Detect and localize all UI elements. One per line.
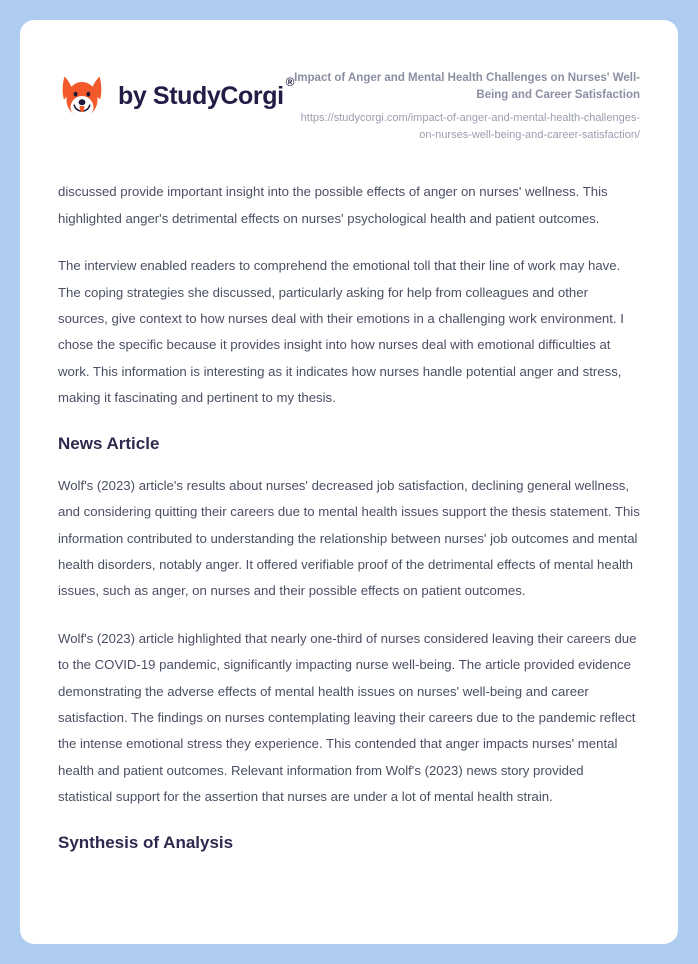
document-header [20, 20, 678, 143]
document-title: Impact of Anger and Mental Health Challenges on Nurses' Well-Being and Career Satisfaction [294, 72, 640, 101]
header-document-meta [292, 68, 640, 143]
brand-wordmark [118, 75, 295, 110]
document-url[interactable]: https://studycorgi.com/impact-of-anger-and-mental-health-challenges-on-nurses-well-being-and-career-satisfaction/ [300, 112, 640, 141]
document-body [20, 143, 678, 853]
body-paragraph: The interview enabled readers to comprehend the emotional toll that their line of work may have. The coping strategies she discussed, particularly asking for help from colleagues and other sources, give context to how nurses deal with their emotions in a challenging work environment. I chose the specific because it provides insight into how nurses deal with emotional difficulties at work. This information is interesting as it indicates how nurses handle potential anger and stress, making it fascinating and pertinent to my thesis. [58, 258, 624, 406]
registered-trademark-icon: ® [285, 75, 295, 90]
section-heading: Synthesis of Analysis [58, 832, 234, 852]
document-paper [20, 20, 678, 944]
body-paragraph: Wolf's (2023) article highlighted that nearly one-third of nurses considered leaving their careers due to the COVID-19 pandemic, significantly impacting nurse well-being. The article provided evidence demonstrating the adverse effects of mental health issues on nurses' well-being and career satisfaction. The findings on nurses contemplating leaving their careers due to the pandemic reflect the intense emotional stress they experience. This contended that anger impacts nurses' mental health and patient outcomes. Relevant information from Wolf's (2023) news story provided statistical support for the assertion that nurses are under a lot of mental health strain. [58, 630, 637, 805]
brand-logo[interactable] [58, 68, 295, 120]
brand-wordmark-text: by StudyCorgi [118, 81, 284, 110]
corgi-face-icon [58, 72, 106, 120]
body-paragraph: discussed provide important insight into the possible effects of anger on nurses' wellness. This highlighted anger's detrimental effects on nurses' psychological health and patient outcomes. [58, 184, 608, 226]
section-heading: News Article [58, 433, 160, 453]
body-paragraph: Wolf's (2023) article's results about nurses' decreased job satisfaction, declining general wellness, and considering quitting their careers due to mental health issues support the thesis statement. This information contributed to understanding the relationship between nurses' job outcomes and mental health disorders, notably anger. It offered verifiable proof of the detrimental effects of mental health issues, such as anger, on nurses and their possible effects on patient outcomes. [58, 477, 640, 599]
